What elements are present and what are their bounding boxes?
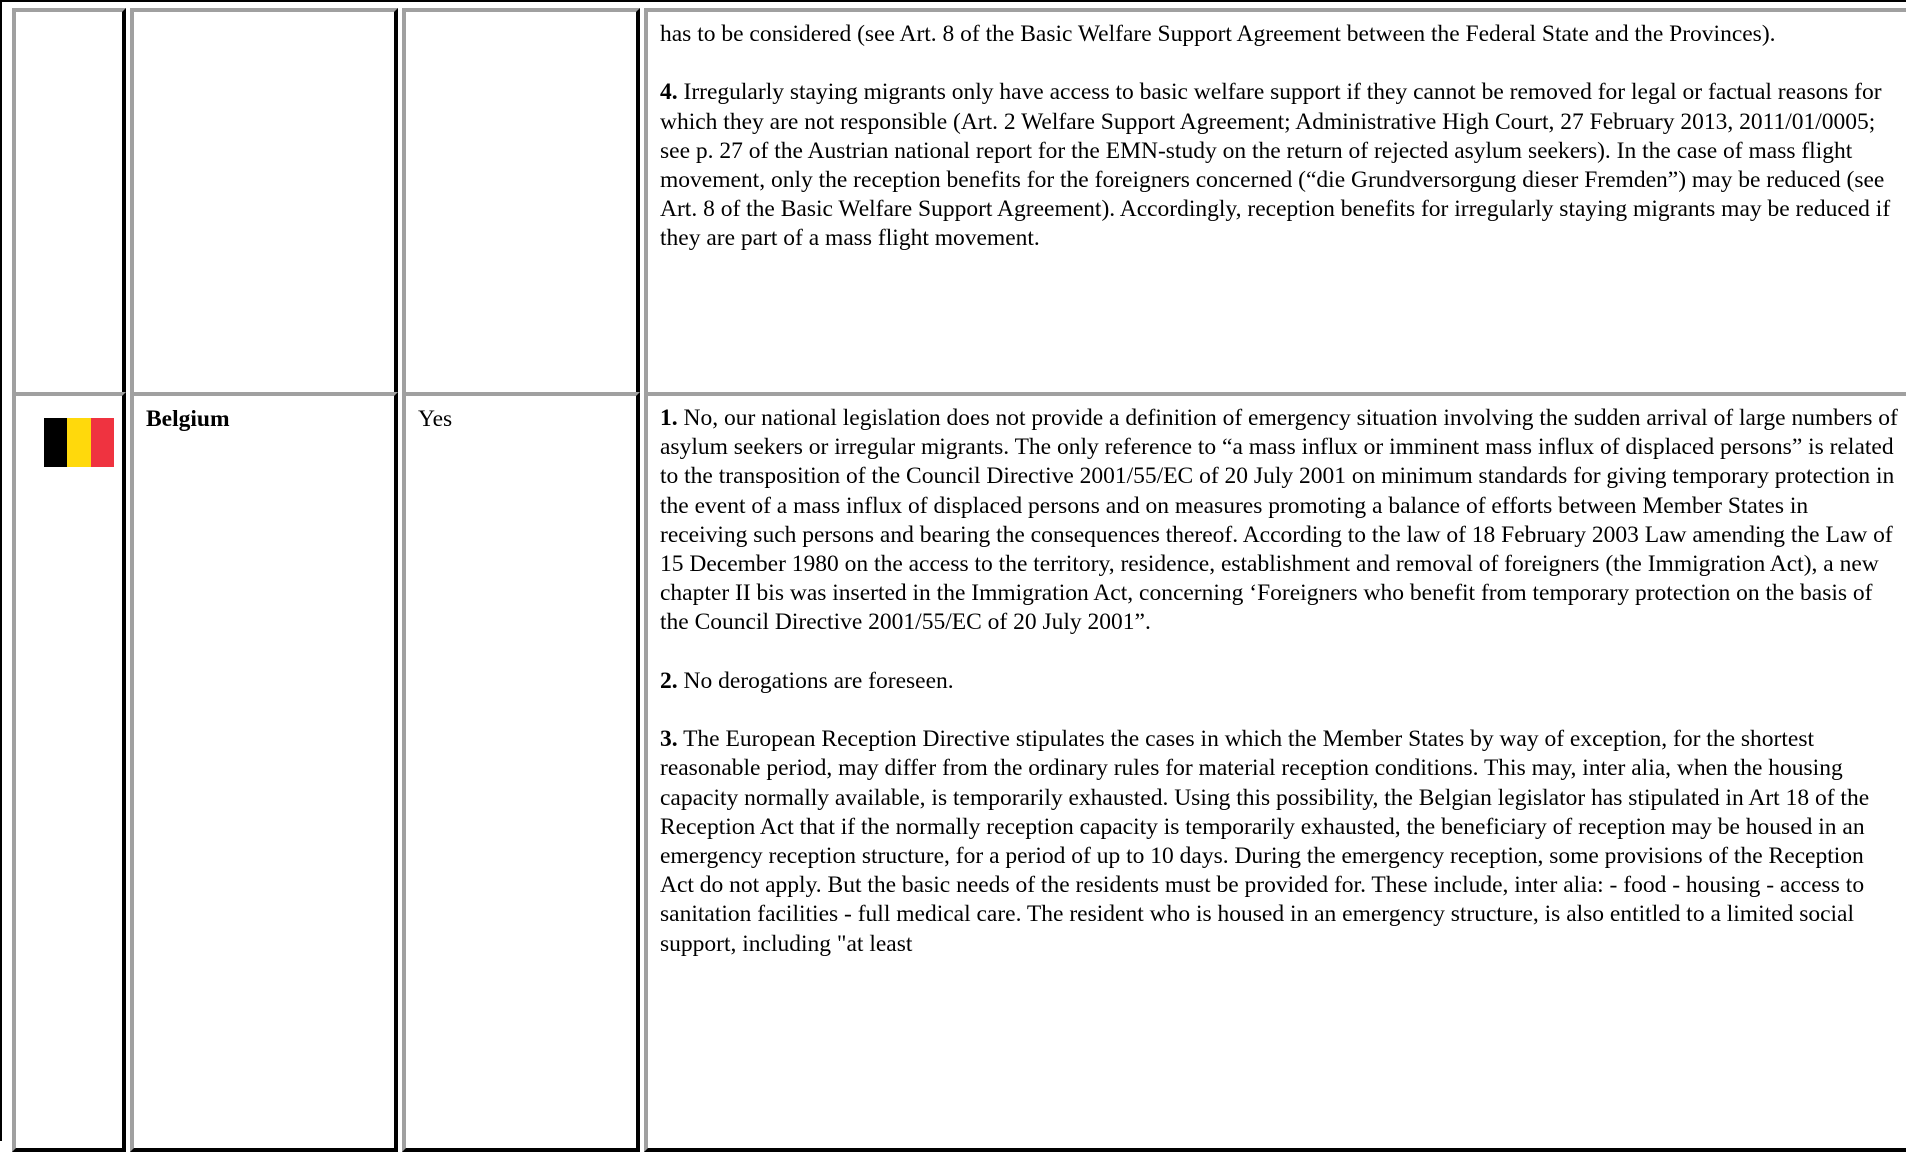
paragraph [660,20,1900,49]
paragraph-text: No, our national legislation does not provide a definition of emergency situation involving the sudden arrival of large numbers of asylum seekers or irregular migrants. The only reference to “a mass influx or imminent mass influx of displaced persons” is related to the transposition of the Council Directive 2001/55/EC of 20 July 2001 on minimum standards for giving temporary protection in the event of a mass influx of displaced persons and on measures promoting a balance of efforts between Member States in receiving such persons and bearing the consequences thereof. According to the law of 18 February 2003 Law amending the Law of 15 December 1980 on the access to the territory, residence, establishment and removal of foreigners (the Immigration Act), a new chapter II bis was inserted in the Immigration Act, concerning ‘Foreigners who benefit from temporary protection on the basis of the Council Directive 2001/55/EC of 20 July 2001”. [660,405,1898,636]
details-text [660,20,1900,283]
paragraph [660,667,1900,696]
flag-stripe-black [44,418,67,467]
paragraph-number: 2. [660,667,678,694]
paragraph [660,78,1900,253]
flag-stripe-yellow [67,418,90,467]
answer-value: Yes [418,406,453,432]
paragraph [660,725,1900,959]
country-cell [130,8,398,422]
flag-stripe-red [91,418,114,467]
paragraph-text: No derogations are foreseen. [683,667,954,694]
paragraph [660,404,1900,638]
paragraph-number: 1. [660,405,678,431]
belgium-flag-icon [44,418,114,467]
flag-cell [12,392,126,1152]
flag-cell [12,8,126,422]
details-text [660,404,1900,988]
paragraph-text: Irregularly staying migrants only have access to basic welfare support if they cannot be removed for legal or factual reasons for which they are not responsible (Art. 2 Welfare Support Agreement; Administrative High Court, 27 February 2013, 2011/01/0005; see p. 27 of the Austrian national report for the EMN-study on the return of rejected asylum seekers). In the case of mass flight movement, only the reception benefits for the foreigners concerned (“die Grundversorgung dieser Fremden”) may be reduced (see Art. 8 of the Basic Welfare Support Agreement). Accordingly, reception benefits for irregularly staying migrants may be reduced if they are part of a mass flight movement. [660,79,1891,252]
answer-cell [402,8,640,422]
answer-cell [402,392,640,1152]
paragraph-number: 3. [660,726,678,753]
paragraph-text: has to be considered (see Art. 8 of the Basic Welfare Support Agreement between the Federal State and the Provinces). [660,21,1776,47]
country-cell [130,392,398,1152]
paragraph-text: The European Reception Directive stipulates the cases in which the Member States by way of exception, for the shortest reasonable period, may differ from the ordinary rules for material reception conditions. This may, inter alia, when the housing capacity normally available, is temporarily exhausted. Using this possibility, the Belgian legislator has stipulated in Art 18 of the Reception Act that if the normally reception capacity is temporarily exhausted, the beneficiary of reception may be housed in an emergency reception structure, for a period of up to 10 days. During the emergency reception, some provisions of the Reception Act do not apply. But the basic needs of the residents must be provided for. These include, inter alia: - food - housing - access to sanitation facilities - full medical care. The resident who is housed in an emergency structure, is also entitled to a limited social support, including "at least [660,726,1870,957]
paragraph-number: 4. [660,79,678,106]
details-cell [644,8,1906,422]
country-name: Belgium [146,406,230,432]
details-cell [644,392,1906,1152]
